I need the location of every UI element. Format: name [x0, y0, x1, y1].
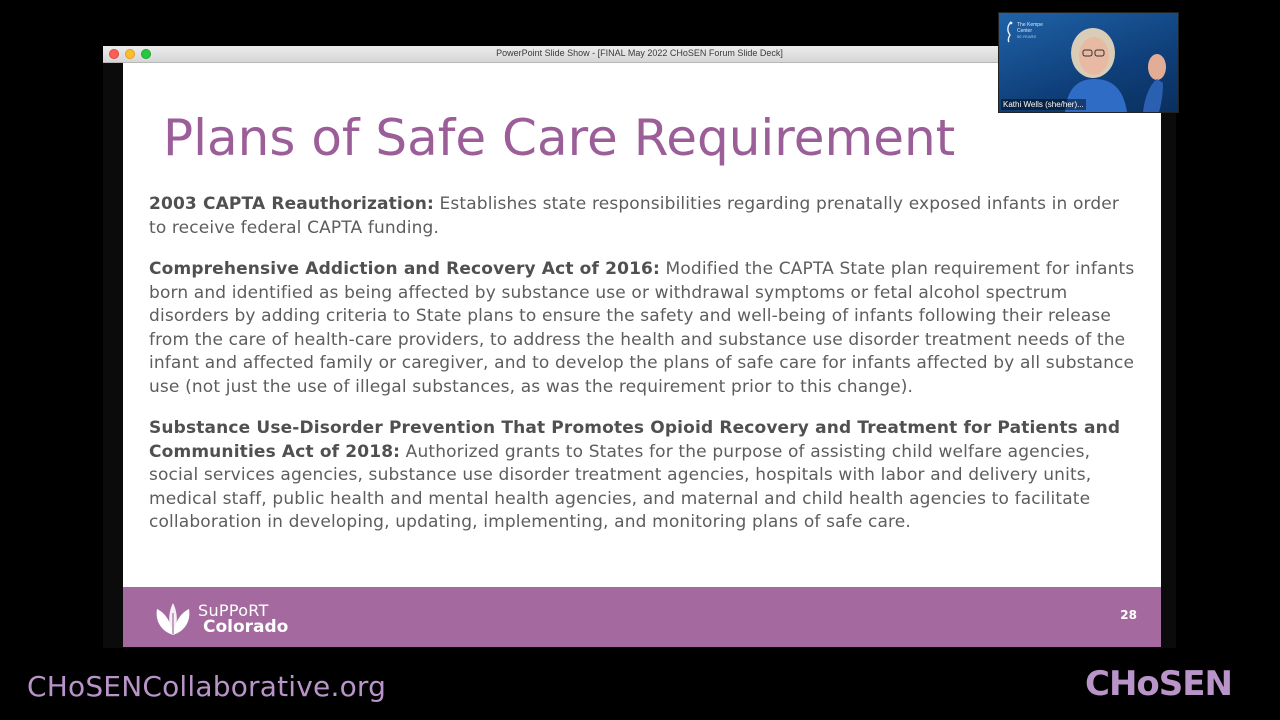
slide-page-number: 28	[1120, 608, 1137, 622]
footer-logo-line2: Colorado	[203, 617, 289, 637]
paragraph-cara-2016	[149, 258, 1139, 399]
support-colorado-leaf-icon	[151, 601, 195, 637]
chosen-logo: CHoSEN	[1085, 664, 1232, 704]
slide-title: Plans of Safe Care Requirement	[163, 109, 956, 167]
paragraph-text: Modified the CAPTA State plan requirement for infants born and identified as being affected by substance use or withdrawal symptoms or fetal alcohol spectrum disorders by adding criteria to State plans to ensure the safety and well-being of infants following their release from the care of health-care providers, to address the health and substance use disorder treatment needs of the infant and affected family or caregiver, and to develop the plans of safe care for infants affected by all substance use (not just the use of illegal substances, as was the requirement prior to this change).	[149, 259, 1135, 397]
paragraph-heading: 2003 CAPTA Reauthorization:	[149, 194, 434, 214]
chosen-website-url: CHoSENCollaborative.org	[27, 670, 387, 703]
footer-logo-line1: SuPPoRT	[198, 601, 269, 620]
paragraph-text: Establishes state responsibilities regarding prenatally exposed infants in order to receive federal CAPTA funding.	[149, 194, 1120, 238]
paragraph-text: Authorized grants to States for the purpose of assisting child welfare agencies, social services agencies, substance use disorder treatment agencies, hospitals with labor and delivery units, medical staff, public health and mental health agencies, and maternal and child health agencies to facilitate collaboration in developing, updating, implementing, and monitoring plans of safe care.	[149, 441, 1092, 532]
slide[interactable]	[123, 63, 1161, 647]
slide-body	[149, 193, 1139, 553]
powerpoint-window	[103, 46, 1176, 648]
participant-video-tile[interactable]	[998, 12, 1179, 113]
slide-footer	[123, 587, 1161, 647]
paragraph-support-act-2018	[149, 417, 1139, 535]
paragraph-capta-2003	[149, 193, 1139, 240]
participant-name-label: Kathi Wells (she/her)...	[1003, 100, 1084, 109]
kempe-center-logo-text: The Kempe Center 50 YEARS	[1017, 22, 1043, 39]
paragraph-heading: Substance Use-Disorder Prevention That Promotes Opioid Recovery and Treatment for Patients and Communities Act of 2018:	[149, 418, 1121, 462]
window-title: PowerPoint Slide Show - [FINAL May 2022 CHoSEN Forum Slide Deck]	[496, 48, 783, 58]
kempe-center-logo-icon	[1005, 21, 1015, 43]
paragraph-heading: Comprehensive Addiction and Recovery Act of 2016:	[149, 259, 660, 279]
